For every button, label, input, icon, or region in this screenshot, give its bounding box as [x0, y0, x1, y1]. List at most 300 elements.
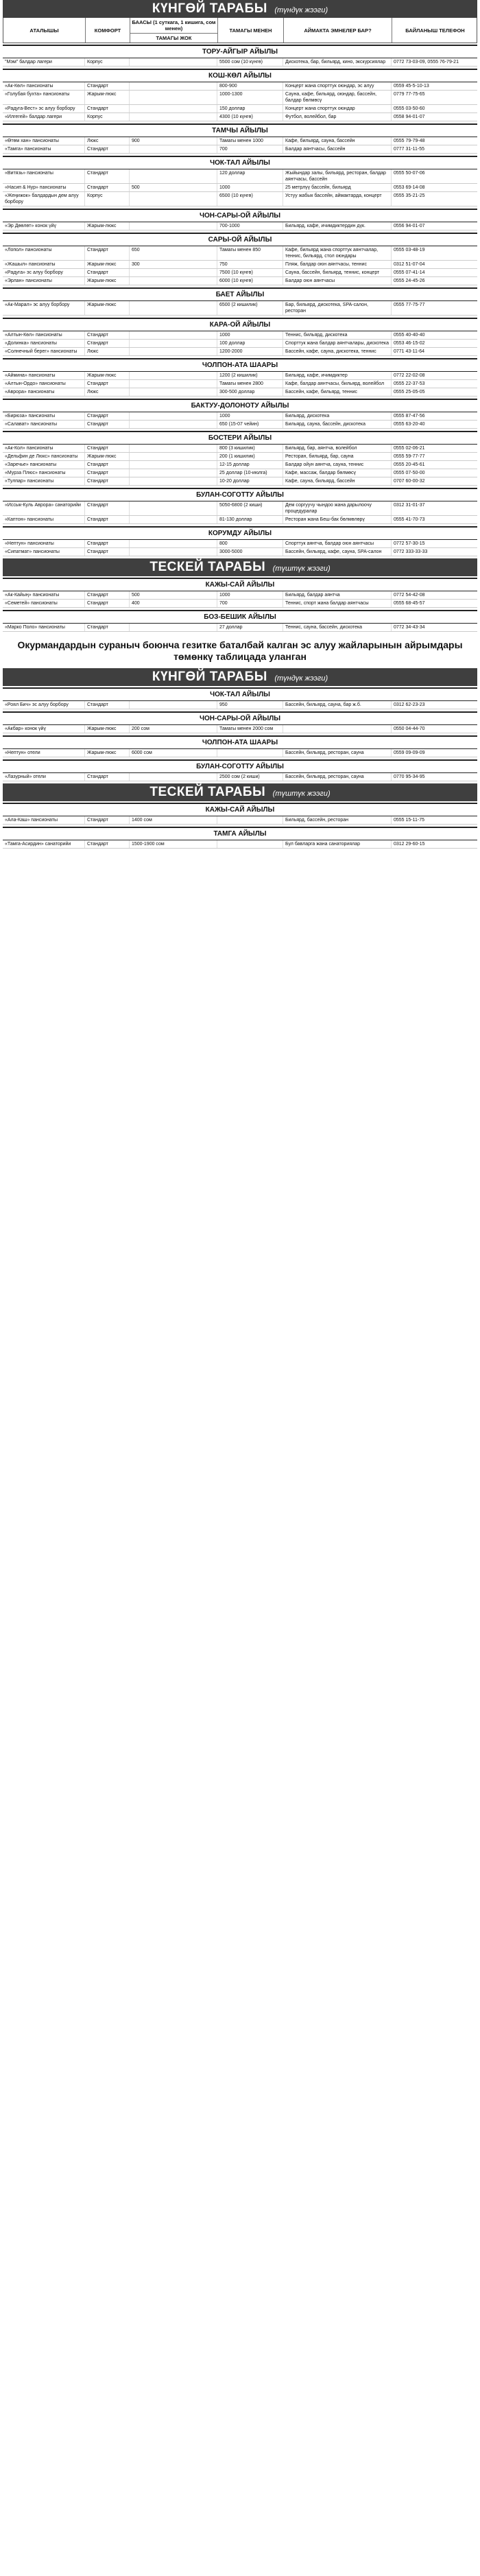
phone-cell[interactable]: 0777 31-11-55 — [394, 147, 425, 152]
category-cell: Стандарт — [85, 445, 130, 452]
sections-north — [3, 578, 477, 632]
amenities-cell: Бассейн, бильярд, сауна, бар ж.б. — [283, 701, 392, 709]
table-row — [3, 105, 477, 113]
phone-cell[interactable]: 0312 51-07-04 — [394, 262, 425, 267]
table-row — [3, 469, 477, 477]
category-cell: Стандарт — [85, 340, 130, 347]
resort-name: «Ак-Марал» эс алуу борбору — [3, 301, 85, 315]
sections-top — [3, 45, 477, 556]
table-row — [3, 445, 477, 453]
north-banner-2-subtitle: (түштүк жээги) — [272, 790, 331, 798]
price-with-meal: 650 (15-07 чейин) — [217, 421, 283, 428]
category-cell: Стандарт — [85, 816, 130, 824]
north-banner-subtitle: (түштүк жээги) — [272, 565, 331, 573]
resort-name: «Лопол» пансионаты — [3, 246, 85, 260]
price-no-meal: 500 — [130, 184, 217, 191]
table-row — [3, 421, 477, 429]
table-row — [3, 501, 477, 516]
table-header — [3, 18, 477, 43]
region-title: БАЕТ АЙЫЛЫ — [3, 287, 477, 301]
amenities-cell: Бул бавларга жана санаториялар — [283, 840, 392, 848]
price-with-meal: 81-130 доллар — [217, 516, 283, 523]
price-no-meal — [130, 372, 217, 379]
price-no-meal — [130, 82, 217, 90]
category-cell: Корпус — [85, 58, 130, 66]
resort-name: «Радуга-Вест» эс алуу борбору — [3, 105, 85, 113]
resort-name: «Өтөм хан» пансионаты — [3, 137, 85, 145]
region-section — [3, 399, 477, 429]
region-section — [3, 488, 477, 524]
category-cell: Люкс — [85, 137, 130, 145]
header-price-top: БААСЫ (1 суткага, 1 кишига, сом менен) — [130, 18, 217, 34]
phone-cell[interactable]: 0772 54-42-08 — [394, 593, 425, 598]
price-with-meal: 7500 (10 күнгө) — [217, 269, 283, 276]
price-with-meal: 10-20 доллар — [217, 477, 283, 485]
region-title: КАРА-ОЙ АЙЫЛЫ — [3, 318, 477, 331]
north-banner-title: ТЕСКЕЙ ТАРАБЫ — [149, 560, 266, 574]
resort-name: «Ак-Кол» пансионаты — [3, 445, 85, 452]
amenities-cell: Сауна, бассейн, бильярд, теннис, концерт — [283, 269, 392, 276]
north-banner-2-title: ТЕСКЕЙ ТАРАБЫ — [149, 785, 266, 799]
price-with-meal: 1000-1300 — [217, 91, 283, 104]
price-with-meal: 800 — [217, 540, 283, 547]
table-row — [3, 58, 477, 67]
price-no-meal: 900 — [130, 137, 217, 145]
amenities-cell: Кафе, бильярд жана спорттук аянтчалар, теннис, бильярд, стол оюндары — [283, 246, 392, 260]
amenities-cell: Бассейн, бильярд, ресторан, сауна — [283, 749, 392, 757]
amenities-cell: 25 метрлүү бассейн, бильярд — [283, 184, 392, 191]
price-with-meal: Тамагы менен 2000 сом — [217, 725, 283, 733]
amenities-cell: Кафе, бильярд, сауна, бассейн — [283, 137, 392, 145]
amenities-cell: Бильярд, бассейн, ресторан — [283, 816, 392, 824]
table-row — [3, 816, 477, 825]
price-no-meal — [130, 477, 217, 485]
table-row — [3, 548, 477, 556]
phone-cell[interactable]: 0707 60-00-32 — [394, 479, 425, 484]
phone-cell[interactable]: 0772 57-30-15 — [394, 541, 425, 546]
category-cell: Стандарт — [85, 380, 130, 388]
phone-cell[interactable]: 0555 25-05-05 — [394, 390, 425, 394]
price-no-meal — [130, 540, 217, 547]
category-cell: Стандарт — [85, 169, 130, 183]
price-no-meal: 1400 сом — [130, 816, 217, 824]
resort-name: «Лазурный» отели — [3, 773, 85, 781]
phone-cell[interactable]: 0555 87-47-56 — [394, 414, 425, 418]
south-banner-title: КҮНГӨЙ ТАРАБЫ — [152, 1, 267, 16]
resort-name: «Акбар» конок үйү — [3, 725, 85, 733]
price-with-meal: 12-15 доллар — [217, 461, 283, 469]
amenities-cell: Теннис, сауна, бассейн, дискотека — [283, 624, 392, 631]
phone-cell[interactable]: 0772 73-03-09, 0555 76-79-21 — [394, 60, 459, 64]
price-no-meal — [130, 91, 217, 104]
resort-name: «Семетей» пансионаты — [3, 600, 85, 607]
header-name: АТАЛЫШЫ — [3, 18, 86, 43]
resort-name: «Нептун» отели — [3, 749, 85, 757]
page — [3, 0, 477, 849]
price-with-meal: 5050-6800 (2 киши) — [217, 501, 283, 515]
phone-cell[interactable]: 0312 62-23-23 — [394, 702, 425, 707]
phone-cell[interactable]: 0555 03-50-60 — [394, 106, 425, 111]
price-no-meal — [130, 469, 217, 477]
amenities-cell: Балдар ойун аянтча, сауна, теннис — [283, 461, 392, 469]
price-with-meal: 200 (1 кишилик) — [217, 453, 283, 460]
category-cell: Стандарт — [85, 469, 130, 477]
south-banner-2-subtitle: (түндүк жээги) — [274, 674, 328, 683]
category-cell: Жарым-люкс — [85, 301, 130, 315]
phone-cell[interactable]: 0312 29-60-15 — [394, 842, 425, 847]
header-phone: БАЙЛАНЫШ ТЕЛЕФОН — [405, 27, 465, 34]
resort-name: «Роял Бич» эс алуу борбору — [3, 701, 85, 709]
resort-name: «Ак-Көл» пансионаты — [3, 82, 85, 90]
resort-name: «Эр Дөөлөт» конок үйү — [3, 222, 85, 230]
price-with-meal: Тамагы менен 2800 — [217, 380, 283, 388]
region-title: КАЖЫ-САЙ АЙЫЛЫ — [3, 803, 477, 816]
region-title: ТАМЧЫ АЙЫЛЫ — [3, 123, 477, 137]
phone-cell[interactable]: 0555 02-06-21 — [394, 446, 425, 451]
price-no-meal: 1500-1900 сом — [130, 840, 217, 848]
table-row — [3, 624, 477, 632]
price-with-meal: 2500 сом (2 киши) — [217, 773, 283, 781]
price-no-meal — [130, 421, 217, 428]
table-row — [3, 701, 477, 709]
region-title: БУЛАН-СОГОТТУ АЙЫЛЫ — [3, 488, 477, 501]
amenities-cell: Жыйындар залы, бильярд, ресторан, балдар аянтчасы, бассейн — [283, 169, 392, 183]
price-with-meal — [217, 749, 283, 757]
amenities-cell: Устуу жабык бассейн, аймактарда, концерт — [283, 192, 392, 206]
amenities-cell: Ресторан, бильярд, бар, сауна — [283, 453, 392, 460]
price-with-meal: 700 — [217, 145, 283, 153]
price-no-meal — [130, 773, 217, 781]
price-with-meal: 120 доллар — [217, 169, 283, 183]
header-amenities: АЙМАКТА ЭМНЕЛЕР БАР? — [284, 18, 392, 43]
amenities-cell: Теннис, бильярд, дискотека — [283, 331, 392, 339]
region-section — [3, 827, 477, 849]
table-row — [3, 461, 477, 469]
table-row — [3, 261, 477, 269]
table-row — [3, 773, 477, 781]
region-title: ЧОК-ТАЛ АЙЫЛЫ — [3, 687, 477, 701]
region-section — [3, 610, 477, 632]
phone-cell[interactable]: 0772 333-33-33 — [394, 550, 428, 554]
region-section — [3, 69, 477, 121]
notice-text: Окурмандардын сураныч боюнча гезитке баталбай калган эс алуу жайларынын айрымдары төмөнкү таблицада уланган — [17, 639, 463, 662]
price-with-meal: 750 — [217, 261, 283, 268]
table-row — [3, 372, 477, 380]
category-cell: Жарым-люкс — [85, 749, 130, 757]
phone-cell[interactable]: 0555 63-20-40 — [394, 422, 425, 427]
phone-cell[interactable]: 0555 35-21-25 — [394, 193, 425, 198]
price-no-meal — [130, 169, 217, 183]
price-with-meal: 700 — [217, 600, 283, 607]
table-row — [3, 749, 477, 757]
phone-cell[interactable]: 0555 24-45-26 — [394, 279, 425, 283]
price-no-meal — [130, 388, 217, 396]
region-section — [3, 156, 477, 206]
price-no-meal — [130, 340, 217, 347]
amenities-cell: Бар, бильярд, дискотека, SPA-салон, ресторан — [283, 301, 392, 315]
category-cell: Жарым-люкс — [85, 261, 130, 268]
region-title: ТАМГА АЙЫЛЫ — [3, 827, 477, 840]
category-cell: Корпус — [85, 113, 130, 121]
amenities-cell: Бильярд, кафе, ичимдиктер — [283, 372, 392, 379]
phone-cell[interactable]: 0555 07-41-14 — [394, 270, 425, 275]
category-cell: Стандарт — [85, 82, 130, 90]
resort-name: «Витязь» пансионаты — [3, 169, 85, 183]
region-section — [3, 209, 477, 231]
resort-name: «Алтын-Ордо» пансионаты — [3, 380, 85, 388]
table-row — [3, 246, 477, 261]
price-no-meal — [130, 192, 217, 206]
amenities-cell: Кафе, сауна, бильярд, бассейн — [283, 477, 392, 485]
resort-name: «Каптон» пансионаты — [3, 516, 85, 523]
table-row — [3, 169, 477, 184]
resort-name: «Бирюза» пансионаты — [3, 412, 85, 420]
phone-cell[interactable]: 0772 34-43-34 — [394, 625, 425, 630]
price-with-meal: 1200 (2 кишилик) — [217, 372, 283, 379]
region-title: БОЗ-БЕШИК АЙЫЛЫ — [3, 610, 477, 624]
category-cell: Стандарт — [85, 246, 130, 260]
category-cell: Жарым-люкс — [85, 222, 130, 230]
table-row — [3, 331, 477, 340]
price-no-meal — [130, 453, 217, 460]
price-no-meal: 300 — [130, 261, 217, 268]
resort-name: «Иссык-Куль Аврора» санаторийи — [3, 501, 85, 515]
amenities-cell: Сауна, кафе, бильярд, оюндар, бассейн, балдар бөлмөсү — [283, 91, 392, 104]
price-no-meal — [130, 548, 217, 556]
amenities-cell: Спорттук жана балдар аянтчалары, дискотека — [283, 340, 392, 347]
category-cell: Корпус — [85, 192, 130, 206]
category-cell: Стандарт — [85, 412, 130, 420]
amenities-cell: Спорттук аянтча, балдар оюн аянтчасы — [283, 540, 392, 547]
category-cell: Стандарт — [85, 591, 130, 599]
category-cell: Стандарт — [85, 269, 130, 276]
category-cell: Стандарт — [85, 421, 130, 428]
region-title: КОШ-КӨЛ АЙЫЛЫ — [3, 69, 477, 82]
region-section — [3, 711, 477, 733]
price-with-meal: 300-500 доллар — [217, 388, 283, 396]
phone-cell[interactable]: 0770 95-34-95 — [394, 775, 425, 779]
table-row — [3, 380, 477, 388]
price-with-meal: 27 доллар — [217, 624, 283, 631]
amenities-cell — [283, 725, 392, 733]
resort-name: «Заречье» пансионаты — [3, 461, 85, 469]
category-cell: Стандарт — [85, 701, 130, 709]
price-no-meal — [130, 145, 217, 153]
price-no-meal — [130, 331, 217, 339]
phone-cell[interactable]: 0555 07-50-00 — [394, 471, 425, 475]
north-banner — [3, 558, 477, 576]
price-with-meal: 100 доллар — [217, 340, 283, 347]
table-row — [3, 591, 477, 600]
resort-name: «Радуга» эс алуу борбору — [3, 269, 85, 276]
category-cell: Стандарт — [85, 501, 130, 515]
header-category: КОМФОРТ — [86, 18, 130, 43]
resort-name: «Ак-Кайың» пансионаты — [3, 591, 85, 599]
price-no-meal: 500 — [130, 591, 217, 599]
table-row — [3, 540, 477, 548]
region-section — [3, 431, 477, 486]
amenities-cell: Балдар оюн аянтчасы — [283, 277, 392, 285]
phone-cell[interactable]: 0772 22-02-08 — [394, 373, 425, 378]
phone-cell[interactable]: 0553 69-14-08 — [394, 185, 425, 190]
phone-cell[interactable]: 0550 04-44-70 — [394, 726, 425, 731]
price-no-meal — [130, 701, 217, 709]
table-row — [3, 388, 477, 397]
amenities-cell: Бильярд, дискотека — [283, 412, 392, 420]
header-price-food: ТАМАГЫ МЕНЕН — [218, 18, 284, 43]
resort-name: «Аймина» пансионаты — [3, 372, 85, 379]
price-with-meal: Тамагы менен 1000 — [217, 137, 283, 145]
phone-cell[interactable]: 0779 77-75-65 — [394, 92, 425, 97]
amenities-cell: Балдар аянтчасы, бассейн — [283, 145, 392, 153]
table-row — [3, 477, 477, 486]
amenities-cell: Бассейн, бильярд, ресторан, сауна — [283, 773, 392, 781]
table-row — [3, 277, 477, 285]
price-no-meal — [130, 461, 217, 469]
phone-cell[interactable]: 0555 15-11-75 — [394, 818, 425, 823]
amenities-cell: Кафе, балдар аянтчасы, бильярд, волейбол — [283, 380, 392, 388]
amenities-cell: Ресторан жана Беш-бак бөлмөлөрү — [283, 516, 392, 523]
south-banner-2 — [3, 668, 477, 686]
category-cell: Стандарт — [85, 540, 130, 547]
category-cell: Стандарт — [85, 548, 130, 556]
phone-cell[interactable]: 0555 68-45-57 — [394, 601, 425, 606]
table-row — [3, 184, 477, 192]
region-title: ЧОК-ТАЛ АЙЫЛЫ — [3, 156, 477, 169]
amenities-cell: Бильярд, кафе, ичимдиктердин дүк. — [283, 222, 392, 230]
phone-cell[interactable]: 0556 94-01-07 — [394, 224, 425, 228]
amenities-cell: Кафе, массаж, балдар бөлмөсү — [283, 469, 392, 477]
amenities-cell: Бильярд, сауна, бассейн, дискотека — [283, 421, 392, 428]
price-with-meal — [217, 840, 283, 848]
resort-name: «Илгегей» балдар лагери — [3, 113, 85, 121]
table-row — [3, 82, 477, 91]
price-with-meal: 1000 — [217, 331, 283, 339]
region-section — [3, 526, 477, 556]
price-no-meal — [130, 516, 217, 523]
price-no-meal: 650 — [130, 246, 217, 260]
phone-cell[interactable]: 0555 50-07-06 — [394, 171, 425, 176]
region-title: САРЫ-ОЙ АЙЫЛЫ — [3, 233, 477, 246]
region-section — [3, 233, 477, 285]
price-with-meal: 25 доллар (10-июлга) — [217, 469, 283, 477]
amenities-cell: Пляж, балдар оюн аянтчасы, теннис — [283, 261, 392, 268]
resort-name: «Жашыл» пансионаты — [3, 261, 85, 268]
resort-name: «Аврора» пансионаты — [3, 388, 85, 396]
amenities-cell: Концерт жана спорттук оюндар — [283, 105, 392, 113]
table-row — [3, 725, 477, 733]
phone-cell[interactable]: 0555 77-75-77 — [394, 303, 425, 307]
amenities-cell: Бассейн, бильярд, кафе, сауна, SPA-салон — [283, 548, 392, 556]
phone-cell[interactable]: 0555 59-77-77 — [394, 454, 425, 459]
price-with-meal: 3000-5000 — [217, 548, 283, 556]
table-row — [3, 340, 477, 348]
region-section — [3, 578, 477, 608]
region-section — [3, 803, 477, 825]
resort-name: «Насип & Нур» пансионаты — [3, 184, 85, 191]
resort-name: «Нептун» пансионаты — [3, 540, 85, 547]
header-price — [130, 18, 218, 43]
region-section — [3, 45, 477, 67]
region-title: ЧОЛПОН-АТА ШААРЫ — [3, 358, 477, 372]
category-cell: Стандарт — [85, 600, 130, 607]
price-no-meal — [130, 269, 217, 276]
table-row — [3, 516, 477, 524]
category-cell: Жарым-люкс — [85, 453, 130, 460]
category-cell: Стандарт — [85, 145, 130, 153]
resort-name: «Тамга-Асирдин» санаторийи — [3, 840, 85, 848]
category-cell: Люкс — [85, 348, 130, 355]
price-no-meal — [130, 445, 217, 452]
phone-cell[interactable]: 0559 45-5-10-13 — [394, 84, 429, 88]
price-with-meal: 1000 — [217, 184, 283, 191]
region-section — [3, 123, 477, 154]
category-cell: Стандарт — [85, 840, 130, 848]
category-cell: Стандарт — [85, 516, 130, 523]
phone-cell[interactable]: 0555 40-40-40 — [394, 333, 425, 338]
phone-cell[interactable]: 0312 31-01-37 — [394, 503, 425, 508]
table-row — [3, 137, 477, 145]
category-cell: Стандарт — [85, 624, 130, 631]
price-with-meal: 6000 (10 күнгө) — [217, 277, 283, 285]
region-section — [3, 759, 477, 781]
amenities-cell: Бильярд, балдар аянтча — [283, 591, 392, 599]
phone-cell[interactable]: 0559 09-09-09 — [394, 751, 425, 755]
amenities-cell: Теннис, спорт жана балдар аянтчасы — [283, 600, 392, 607]
price-with-meal: 950 — [217, 701, 283, 709]
phone-cell[interactable]: 0555 20-45-61 — [394, 462, 425, 467]
price-no-meal — [130, 113, 217, 121]
region-title: БУЛАН-СОГОТТУ АЙЫЛЫ — [3, 759, 477, 773]
price-no-meal — [130, 301, 217, 315]
phone-cell[interactable]: 0555 41-70-73 — [394, 517, 425, 522]
phone-cell[interactable]: 0555 79-79-48 — [394, 139, 425, 143]
price-with-meal: 150 доллар — [217, 105, 283, 113]
table-row — [3, 269, 477, 277]
phone-cell[interactable]: 0771 43-11-64 — [394, 349, 425, 354]
region-title: ЧОЛПОН-АТА ШААРЫ — [3, 735, 477, 749]
region-section — [3, 358, 477, 397]
price-with-meal: 800-900 — [217, 82, 283, 90]
amenities-cell: Футбол, волейбол, бар — [283, 113, 392, 121]
price-with-meal: 700-1000 — [217, 222, 283, 230]
price-no-meal: 200 сом — [130, 725, 217, 733]
table-row — [3, 412, 477, 421]
resort-name: «Жеңижок» балдардын дем алуу борбору — [3, 192, 85, 206]
resort-name: «Ала-Каш» пансионаты — [3, 816, 85, 824]
resort-name: «Солнечный берег» пансионаты — [3, 348, 85, 355]
resort-name: «Долинка» пансионаты — [3, 340, 85, 347]
region-section — [3, 687, 477, 709]
phone-cell[interactable]: 0558 94-01-07 — [394, 115, 425, 119]
table-row — [3, 145, 477, 154]
region-title: ЧОН-САРЫ-ОЙ АЙЫЛЫ — [3, 209, 477, 222]
region-section — [3, 287, 477, 316]
region-title: КАЖЫ-САЙ АЙЫЛЫ — [3, 578, 477, 591]
category-cell: Стандарт — [85, 773, 130, 781]
table-row — [3, 222, 477, 231]
price-no-meal — [130, 501, 217, 515]
phone-cell[interactable]: 0555 03-48-19 — [394, 248, 425, 252]
region-title: ТОРУ-АЙГЫР АЙЫЛЫ — [3, 45, 477, 58]
phone-cell[interactable]: 0553 46-15-02 — [394, 341, 425, 346]
price-no-meal — [130, 348, 217, 355]
phone-cell[interactable]: 0555 22-37-53 — [394, 381, 425, 386]
price-no-meal — [130, 58, 217, 66]
south-banner — [3, 0, 477, 18]
amenities-cell: Бассейн, кафе, сауна, дискотека, теннис — [283, 348, 392, 355]
resort-name: «Салават» пансионаты — [3, 421, 85, 428]
